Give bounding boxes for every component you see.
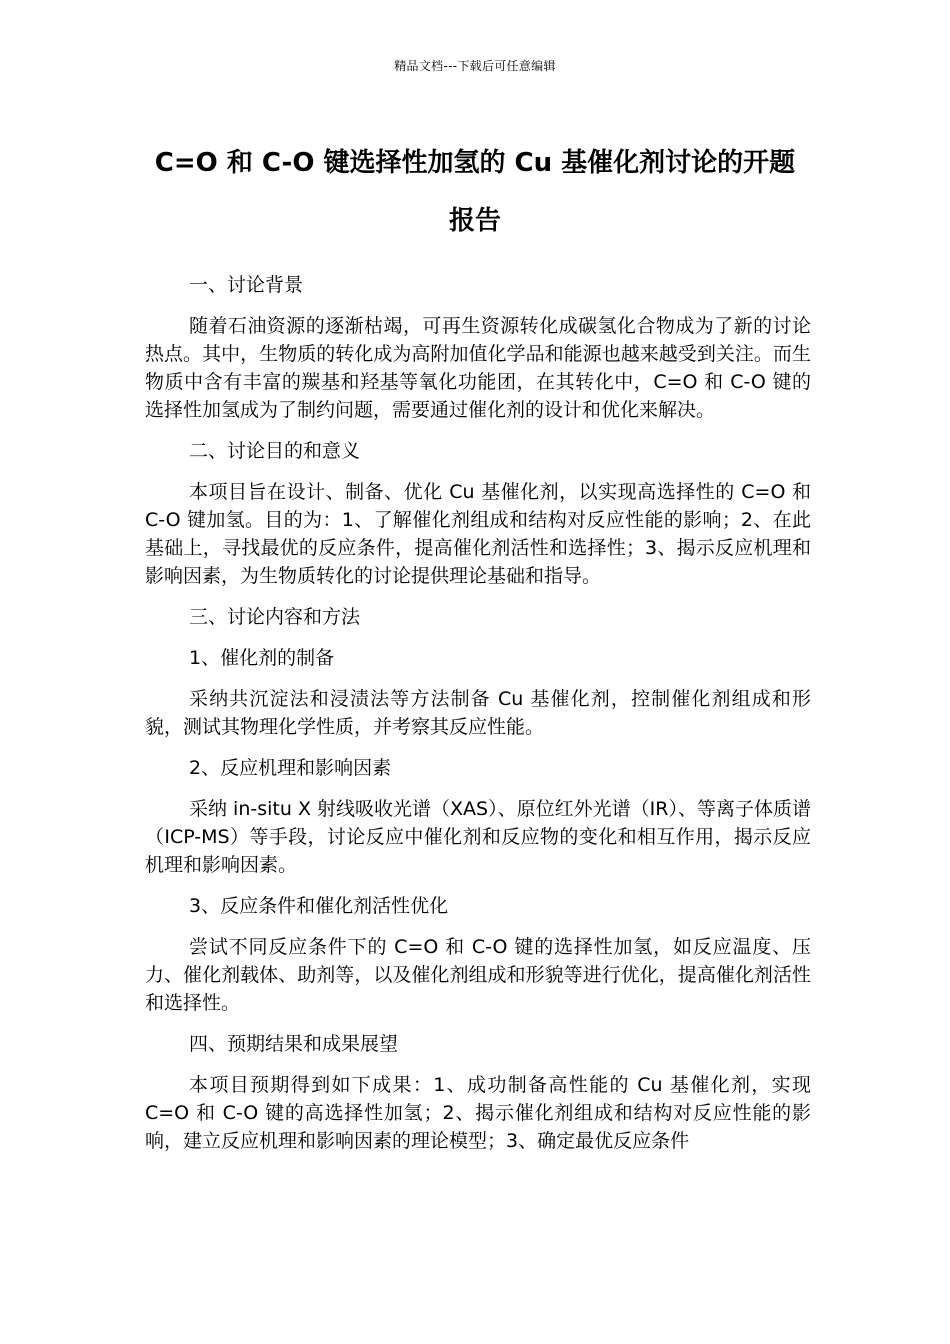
section-paragraph-expected-results: 本项目预期得到如下成果：1、成功制备高性能的 Cu 基催化剂，实现 C=O 和 C-O 键的高选择性加氢；2、揭示催化剂组成和结构对反应性能的影响，建立反应机理和影响因素的理论模型；3、确定最优反应条件: [145, 1074, 811, 1152]
section-paragraph-purpose: 本项目旨在设计、制备、优化 Cu 基催化剂，以实现高选择性的 C=O 和 C-O 键加氢。目的为：1、了解催化剂组成和结构对反应性能的影响；2、在此基础上，寻找最优的反应条件，提高催化剂活性和选择性；3、揭示反应机理和影响因素，为生物质转化的讨论提供理论基础和指导。: [145, 481, 811, 587]
subsection-paragraph-optimization: 尝试不同反应条件下的 C=O 和 C-O 键的选择性加氢，如反应温度、压力、催化剂载体、助剂等，以及催化剂组成和形貌等进行优化，提高催化剂活性和选择性。: [145, 936, 811, 1014]
section-heading-purpose: 二、讨论目的和意义: [189, 440, 361, 462]
section-heading-background: 一、讨论背景: [189, 274, 304, 296]
subsection-paragraph-catalyst-prep: 采纳共沉淀法和浸渍法等方法制备 Cu 基催化剂，控制催化剂组成和形貌，测试其物理化学性质，并考察其反应性能。: [145, 688, 811, 738]
section-heading-expected-results: 四、预期结果和成果展望: [189, 1033, 399, 1055]
subsection-heading-optimization: 3、反应条件和催化剂活性优化: [189, 895, 449, 917]
section-heading-content-methods: 三、讨论内容和方法: [189, 606, 361, 628]
header-note: 精品文档---下载后可任意编辑: [394, 59, 556, 73]
subsection-heading-catalyst-prep: 1、催化剂的制备: [189, 647, 335, 669]
document-title: C=O 和 C-O 键选择性加氢的 Cu 基催化剂讨论的开题报告: [154, 148, 796, 236]
document-body: [145, 271, 811, 1168]
subsection-paragraph-mechanism: 采纳 in-situ X 射线吸收光谱（XAS）、原位红外光谱（IR）、等离子体质谱（ICP-MS）等手段，讨论反应中催化剂和反应物的变化和相互作用，揭示反应机理和影响因素。: [145, 798, 811, 876]
subsection-heading-mechanism: 2、反应机理和影响因素: [189, 757, 392, 779]
section-paragraph-background: 随着石油资源的逐渐枯竭，可再生资源转化成碳氢化合物成为了新的讨论热点。其中，生物质的转化成为高附加值化学品和能源也越来越受到关注。而生物质中含有丰富的羰基和羟基等氧化功能团，在其转化中，C=O 和 C-O 键的选择性加氢成为了制约问题，需要通过催化剂的设计和优化来解决。: [145, 315, 811, 421]
